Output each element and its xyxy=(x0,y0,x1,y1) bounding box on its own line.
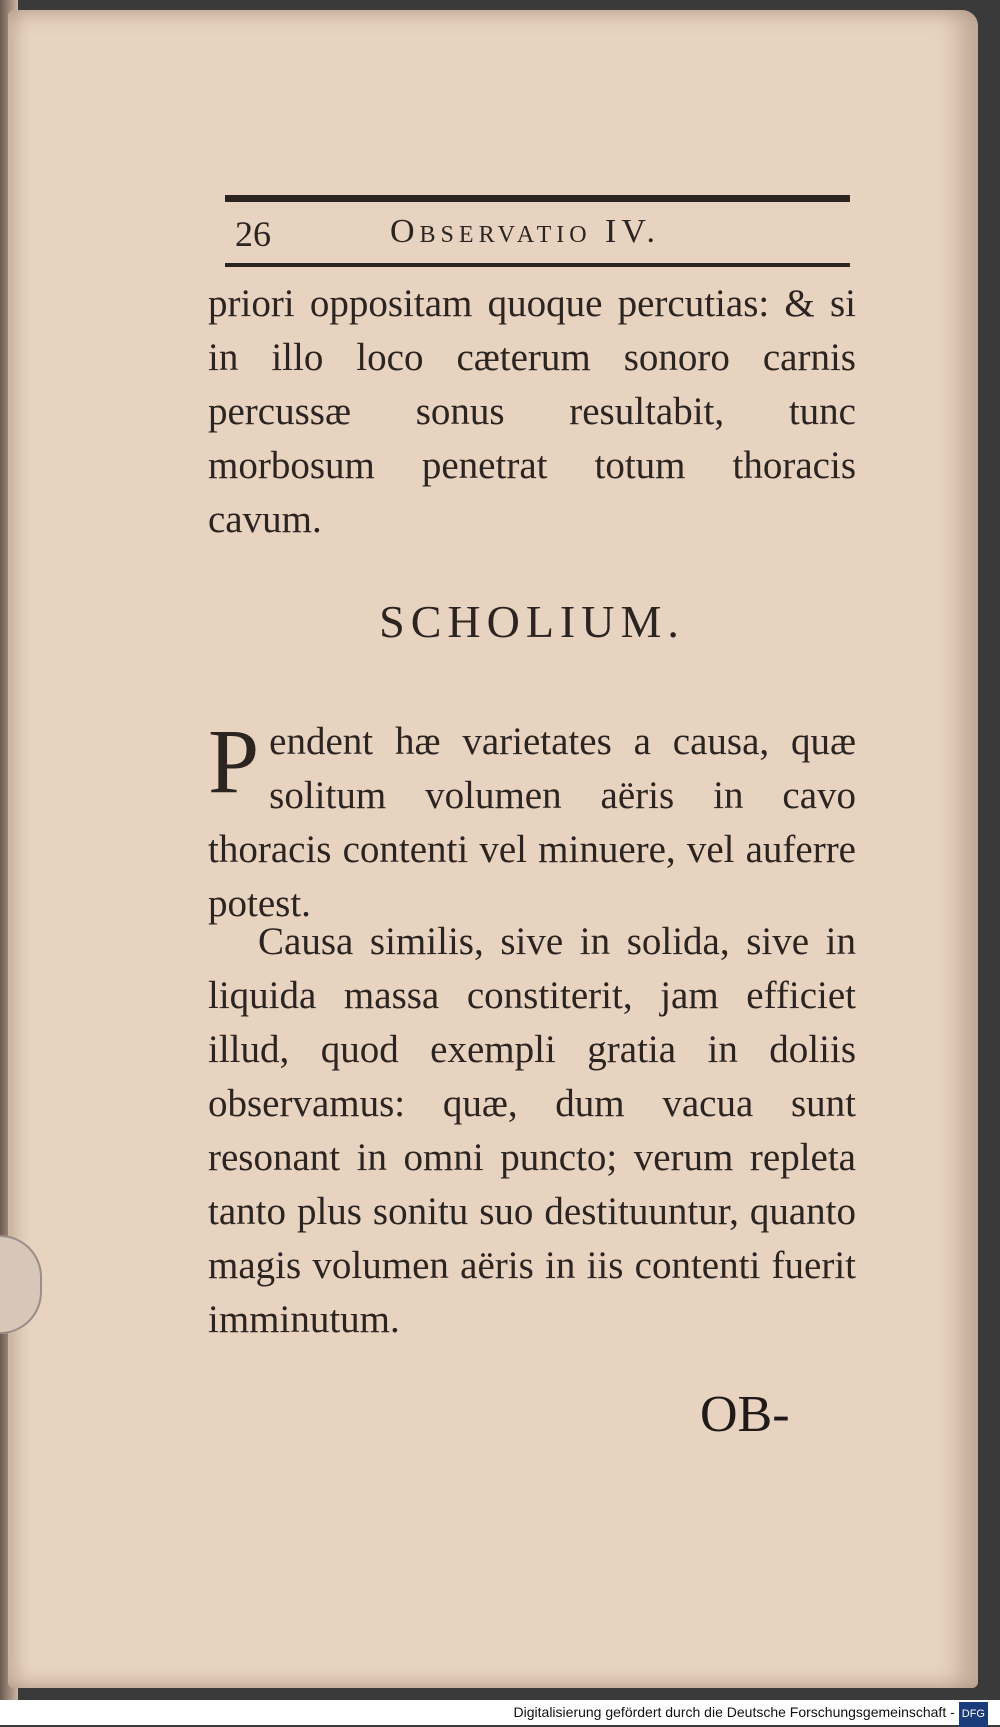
paragraph-scholium xyxy=(208,710,856,931)
running-title: Observatio IV. xyxy=(390,213,661,250)
paragraph-causa: Causa similis, sive in solida, sive in liquida massa constiterit, jam efficiet illud, quod exempli gratia in doliis observamus: quæ, dum vacua sunt resonant in omni puncto; verum repleta tanto plus sonitu suo destituuntur, quanto magis volumen aëris in iis contenti fuerit imminutum. xyxy=(208,920,856,1341)
header-rule-top xyxy=(225,195,850,202)
page-header xyxy=(225,205,850,260)
catchword: OB- xyxy=(700,1386,790,1443)
dfg-logo-icon: DFG xyxy=(959,1702,988,1727)
footer-text: Digitalisierung gefördert durch die Deutsche Forschungsgemeinschaft - xyxy=(513,1704,955,1720)
drop-cap: P xyxy=(208,710,260,812)
page-number: 26 xyxy=(235,214,271,254)
header-rule-bottom xyxy=(225,263,850,267)
paragraph-scholium-text: endent hæ varietates a causa, quæ solitum volumen aëris in cavo thoracis contenti vel minuere, vel auferre potest. xyxy=(208,720,856,925)
digitization-footer xyxy=(0,1700,1000,1725)
paragraph-continued: priori oppositam quoque percutias: & si in illo loco cæterum sonoro carnis percussæ sonus resultabit, tunc morbosum penetrat totum thoracis cavum. xyxy=(208,282,856,541)
section-heading: SCHOLIUM. xyxy=(379,596,685,647)
